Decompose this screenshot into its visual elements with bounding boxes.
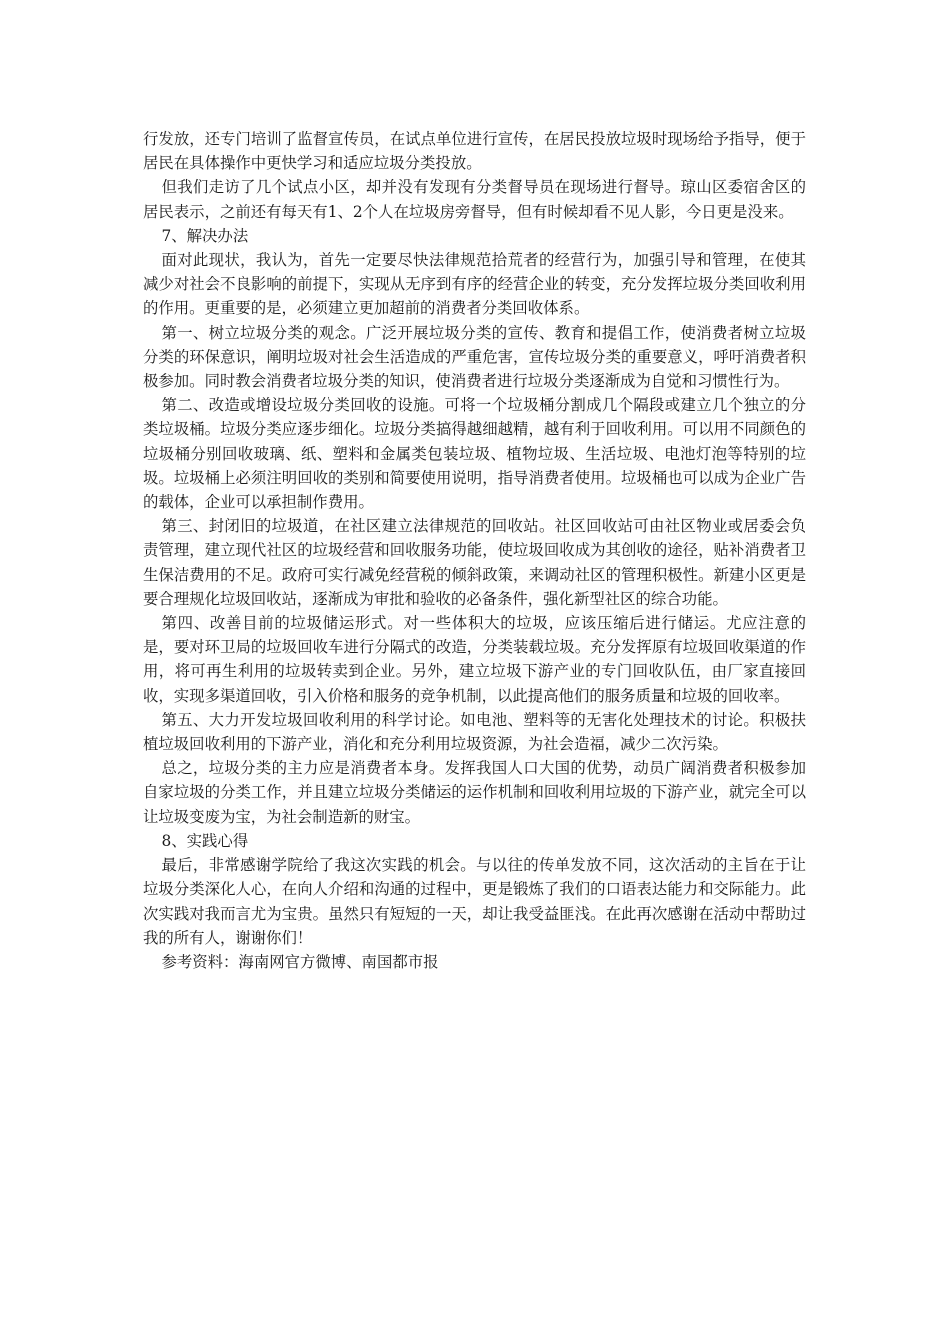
paragraph-reflections: 最后，非常感谢学院给了我这次实践的机会。与以往的传单发放不同，这次活动的主旨在于让垃圾分类深化人心，在向人介绍和沟通的过程中，更是锻炼了我们的口语表达能力和交际能力。此次实践对我而言尤为宝贵。虽然只有短短的一天，却让我受益匪浅。在此再次感谢在活动中帮助过我的所有人，谢谢你们！ (143, 856, 806, 947)
section-heading-solutions: 7、解决办法 (161, 226, 249, 245)
paragraph-solutions-intro: 面对此现状，我认为，首先一定要尽快法律规范拾荒者的经营行为，加强引导和管理，在使其减少对社会不良影响的前提下，实现从无序到有序的经营企业的转变，充分发挥垃圾分类回收利用的作用。更重要的是，必须建立更加超前的消费者分类回收体系。 (143, 251, 806, 318)
paragraph-solution-3: 第三、封闭旧的垃圾道，在社区建立法律规范的回收站。社区回收站可由社区物业或居委会负责管理，建立现代社区的垃圾经营和回收服务功能，使垃圾回收成为其创收的途径，贴补消费者卫生保洁费用的不足。政府可实行减免经营税的倾斜政策，来调动社区的管理积极性。新建小区更是要合理规化垃圾回收站，逐渐成为审批和验收的必备条件，强化新型社区的综合功能。 (143, 517, 806, 608)
paragraph-solution-1: 第一、树立垃圾分类的观念。广泛开展垃圾分类的宣传、教育和提倡工作，使消费者树立垃圾分类的环保意识，阐明垃圾对社会生活造成的严重危害，宣传垃圾分类的重要意义，呼吁消费者积极参加。同时教会消费者垃圾分类的知识，使消费者进行垃圾分类逐渐成为自觉和习惯性行为。 (143, 323, 806, 391)
paragraph-solution-5: 第五、大力开发垃圾回收利用的科学讨论。如电池、塑料等的无害化处理技术的讨论。积极扶植垃圾回收利用的下游产业，消化和充分利用垃圾资源，为社会造福，减少二次污染。 (143, 710, 806, 754)
paragraph-references: 参考资料：海南网官方微博、南国都市报 (161, 952, 439, 971)
document-body (143, 127, 806, 974)
paragraph-site-visit: 但我们走访了几个试点小区，却并没有发现有分类督导员在现场进行督导。琼山区委宿舍区的居民表示，之前还有每天有1、2个人在垃圾房旁督导，但有时候却看不见人影，今日更是没来。 (143, 178, 806, 221)
section-heading-reflections: 8、实践心得 (161, 831, 249, 850)
paragraph-solution-2: 第二、改造或增设垃圾分类回收的设施。可将一个垃圾桶分割成几个隔段或建立几个独立的分类垃圾桶。垃圾分类应逐步细化。垃圾分类搞得越细越精，越有利于回收利用。可以用不同颜色的垃圾桶分别回收玻璃、纸、塑料和金属类包装垃圾、植物垃圾、生活垃圾、电池灯泡等特别的垃圾。垃圾桶上必须注明回收的类别和简要使用说明，指导消费者使用。垃圾桶也可以成为企业广告的载体，企业可以承担制作费用。 (143, 396, 806, 512)
paragraph-summary: 总之，垃圾分类的主力应是消费者本身。发挥我国人口大国的优势，动员广阔消费者积极参加自家垃圾的分类工作，并且建立垃圾分类储运的运作机制和回收利用垃圾的下游产业，就完全可以让垃圾变废为宝，为社会制造新的财宝。 (143, 759, 806, 826)
paragraph-continuation: 行发放，还专门培训了监督宣传员，在试点单位进行宣传，在居民投放垃圾时现场给予指导，便于居民在具体操作中更快学习和适应垃圾分类投放。 (143, 130, 806, 173)
paragraph-solution-4: 第四、改善目前的垃圾储运形式。对一些体积大的垃圾，应该压缩后进行储运。尤应注意的是，要对环卫局的垃圾回收车进行分隔式的改造，分类装载垃圾。充分发挥原有垃圾回收渠道的作用，将可再生利用的垃圾转卖到企业。另外，建立垃圾下游产业的专门回收队伍，由厂家直接回收，实现多渠道回收，引入价格和服务的竞争机制，以此提高他们的服务质量和垃圾的回收率。 (143, 614, 806, 705)
